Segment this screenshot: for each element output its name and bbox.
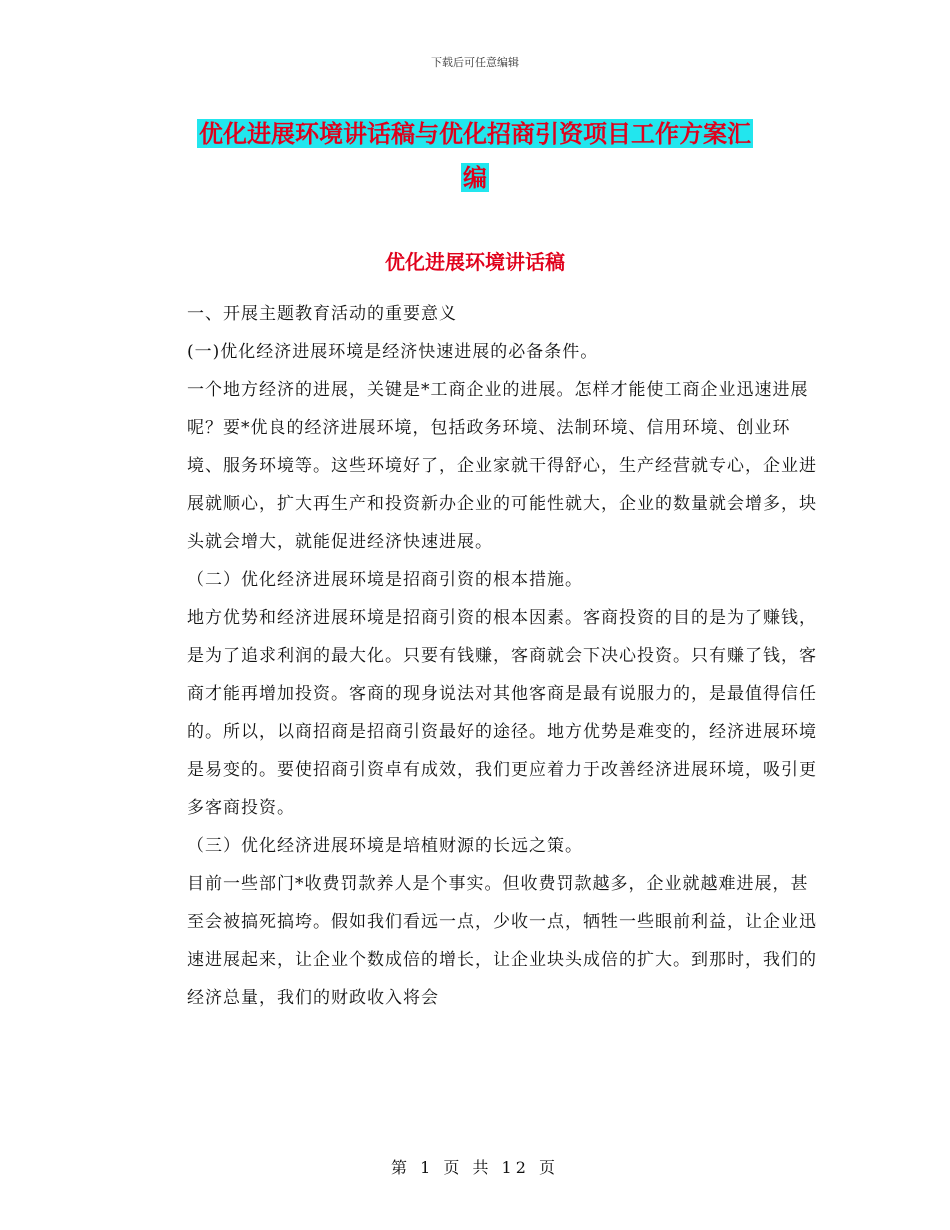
- page-number: 第 1 页 共 12 页: [391, 1158, 559, 1177]
- paragraph-2: 地方优势和经济进展环境是招商引资的根本因素。客商投资的目的是为了赚钱，是为了追求利润的最大化。只要有钱赚，客商就会下决心投资。只有赚了钱，客商才能再增加投资。客商的现身说法对其他客商是最有说服力的，是最值得信任的。所以，以商招商是招商引资最好的途径。地方优势是难变的，经济进展环境是易变的。要使招商引资卓有成效，我们更应着力于改善经济进展环境，吸引更多客商投资。: [187, 608, 817, 818]
- section-title: 优化进展环境讲话稿: [385, 250, 565, 274]
- page-header: 下载后可任意编辑: [431, 56, 519, 69]
- subheading-3: （三）优化经济进展环境是培植财源的长远之策。: [187, 836, 583, 856]
- document-title-line-1: 优化进展环境讲话稿与优化招商引资项目工作方案汇: [199, 119, 751, 148]
- subheading-1: (一)优化经济进展环境是经济快速进展的必备条件。: [187, 342, 599, 362]
- document-title: [0, 112, 950, 200]
- document-title-line-2: 编: [463, 163, 487, 192]
- heading-1: 一、开展主题教育活动的重要意义: [187, 304, 457, 324]
- document-body: [143, 295, 818, 1017]
- paragraph-3: 目前一些部门*收费罚款养人是个事实。但收费罚款越多，企业就越难进展，甚至会被搞死搞垮。假如我们看远一点，少收一点，牺牲一些眼前利益，让企业迅速进展起来，让企业个数成倍的增长，让企业块头成倍的扩大。到那时，我们的经济总量，我们的财政收入将会: [187, 874, 817, 1008]
- paragraph-1: 一个地方经济的进展，关键是*工商企业的进展。怎样才能使工商企业迅速进展呢？要*优良的经济进展环境，包括政务环境、法制环境、信用环境、创业环境、服务环境等。这些环境好了，企业家就干得舒心，生产经营就专心，企业进展就顺心，扩大再生产和投资新办企业的可能性就大，企业的数量就会增多，块头就会增大，就能促进经济快速进展。: [187, 380, 817, 552]
- subheading-2: （二）优化经济进展环境是招商引资的根本措施。: [187, 570, 583, 590]
